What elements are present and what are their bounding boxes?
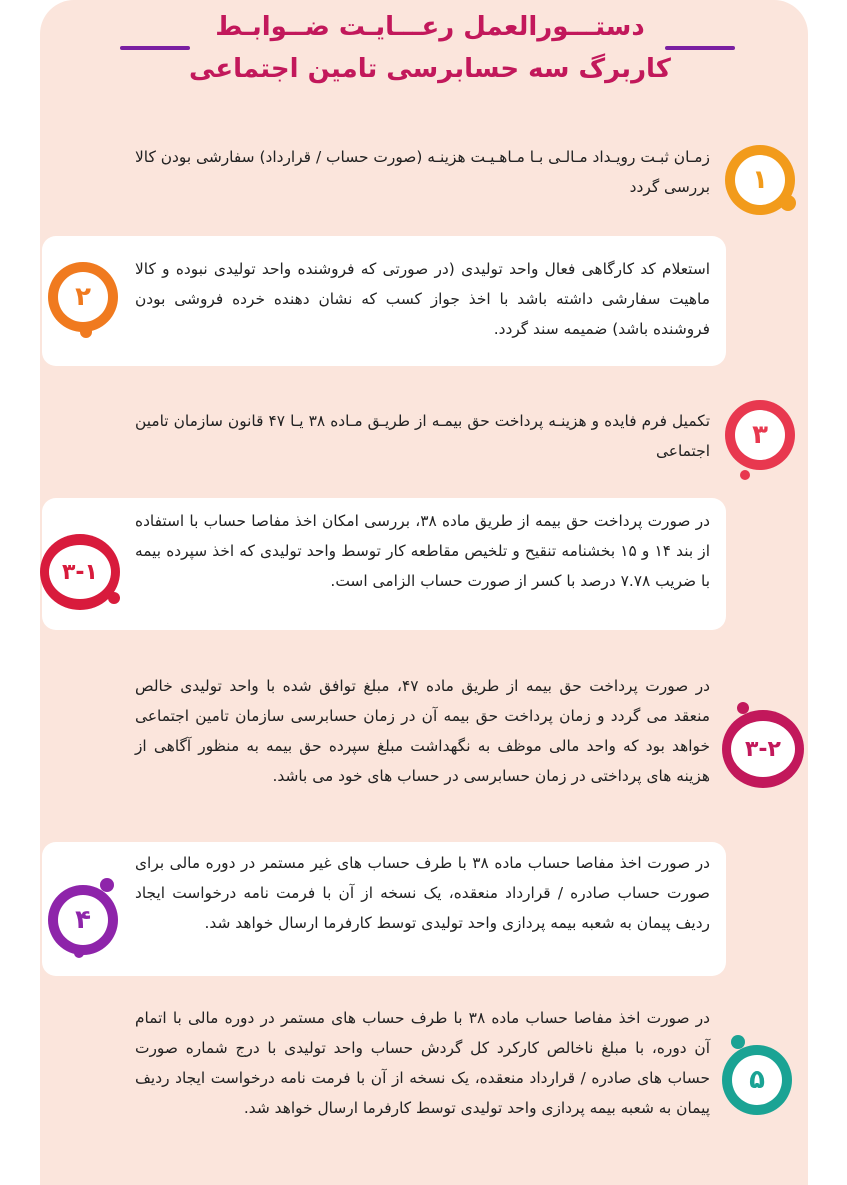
badge-label-3: ۳ [735,410,785,460]
item-text-3: تکمیل فرم فایده و هزینـه پرداخت حق بیمـه از طریـق مـاده ۳۸ یـا ۴۷ قانون سازمان تامین اجتماعی [135,412,710,460]
badge-dot-4b [74,948,84,958]
badge-item-4 [48,885,118,955]
badge-dot-3-1 [108,592,120,604]
item-text-1: زمـان ثبـت رویـداد مـالـی بـا مـاهـیـت هزینـه (صورت حساب / قرارداد) سفارشی بودن کالا بررسی گردد [135,148,710,196]
badge-item-2 [48,262,118,332]
badge-dot-4 [100,878,114,892]
title-decoration-left [120,46,190,50]
badge-dot-3-2 [737,702,749,714]
title-line-1: دستـــورالعمل رعـــایـت ضــوابـط [215,12,645,42]
badge-label-2: ۲ [58,272,108,322]
item-text-3-2: در صورت پرداخت حق بیمه از طریق ماده ۴۷، مبلغ توافق شده با واحد تولیدی خالص منعقد می گردد و زمان پرداخت حق بیمه آن در زمان حسابرسی سازمان تامین اجتماعی خواهد بود که واحد مالی موظف به نگهداشت مبلغ سپرده حق بیمه به منظور آگاهی از هزینه های پرداختی در زمان حسابرسی در حساب های خود می باشد. [135,677,710,785]
badge-dot-2 [80,326,92,338]
badge-item-3 [725,400,795,470]
badge-label-5: ۵ [732,1055,782,1105]
badge-item-3-2 [722,710,804,788]
badge-label-3-1: ۳-۱ [49,545,111,599]
badge-dot-1 [780,195,796,211]
badge-label-1: ۱ [735,155,785,205]
title-line-2: کاربرگ سه حسابرسی تامین اجتماعی [189,54,671,84]
badge-dot-5 [731,1035,745,1049]
title-decoration-right [665,46,735,50]
item-text-2: استعلام کد کارگاهی فعال واحد تولیدی (در صورتی که فروشنده واحد تولیدی نبوده و کالا ماهیت سفارشی داشته باشد با اخذ جواز کسب که نشان دهنده خرده فروشی بودن فروشنده باشد) ضمیمه سند گردد. [135,260,710,338]
badge-item-5 [722,1045,792,1115]
badge-label-3-2: ۳-۲ [731,721,795,777]
item-text-5: در صورت اخذ مفاصا حساب ماده ۳۸ با طرف حساب های مستمر در دوره مالی با اتمام آن دوره، با مبلغ ناخالص کارکرد کل گردش حساب واحد تولیدی با درج شماره صورت حساب های صادره / قرارداد منعقده، یک نسخه از آن با فرمت نامه درخواست ایجاد ردیف پیمان به شعبه بیمه پردازی واحد تولیدی توسط کارفرما ارسال خواهد شد. [135,1009,710,1117]
item-text-4: در صورت اخذ مفاصا حساب ماده ۳۸ با طرف حساب های غیر مستمر در دوره مالی برای صورت حساب صادره / قرارداد منعقده، یک نسخه از آن با فرمت نامه درخواست ایجاد ردیف پیمان به شعبه بیمه پردازی واحد تولیدی توسط کارفرما ارسال خواهد شد. [135,854,710,932]
badge-dot-3 [740,470,750,480]
item-text-3-1: در صورت پرداخت حق بیمه از طریق ماده ۳۸، بررسی امکان اخذ مفاصا حساب با استفاده از بند ۱۴ و ۱۵ بخشنامه تنقیح و تلخیص مقاطعه کار توسط واحد تولیدی که اخذ سپرده بیمه با ضریب ۷.۷۸ درصد با کسر از صورت حساب الزامی است. [135,512,710,590]
badge-label-4: ۴ [58,895,108,945]
